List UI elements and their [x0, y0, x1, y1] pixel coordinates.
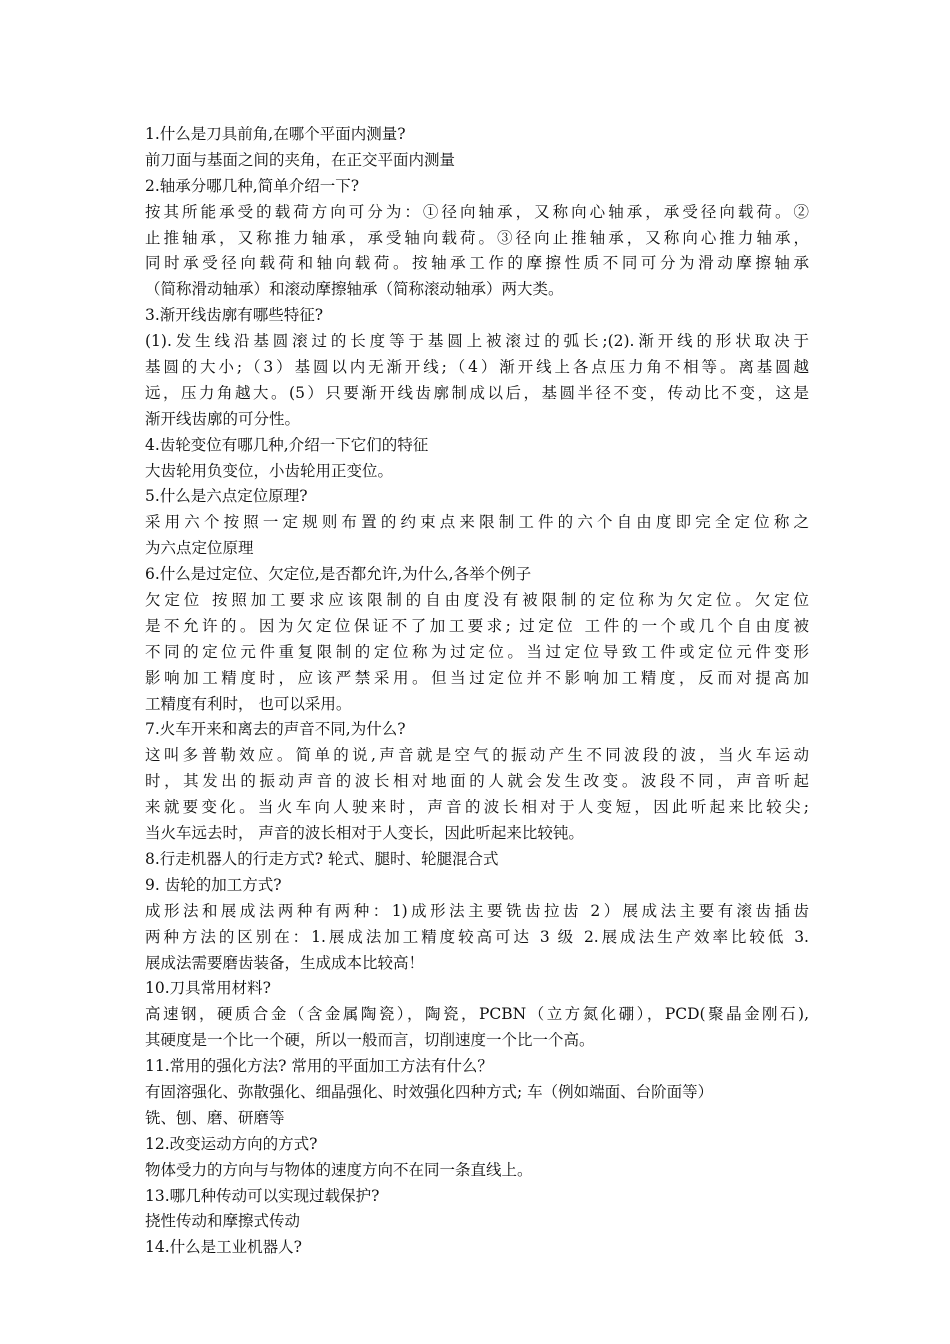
answer-line: 为六点定位原理: [145, 539, 254, 558]
answer-line: (1).发生线沿基圆滚过的长度等于基圆上被滚过的弧长;(2).渐开线的形状取决于: [145, 332, 809, 351]
answer-line: 渐开线齿廓的可分性。: [145, 409, 301, 428]
question-line: 2.轴承分哪几种,简单介绍一下?: [145, 176, 360, 195]
answer-line: 前刀面与基面之间的夹角，在正交平面内测量: [145, 150, 456, 169]
answer-line: 是不允许的。因为欠定位保证不了加工要求; 过定位 工件的一个或几个自由度被: [145, 616, 809, 635]
answer-line: 影响加工精度时，应该严禁采用。但当过定位并不影响加工精度，反而对提高加: [145, 668, 809, 687]
question-line: 14.什么是工业机器人?: [145, 1238, 302, 1257]
answer-line: 采用六个按照一定规则布置的约束点来限制工件的六个自由度即完全定位称之: [145, 513, 809, 532]
answer-line: 物体受力的方向与与物体的速度方向不在同一条直线上。: [145, 1160, 533, 1179]
answer-line: 展成法需要磨齿装备，生成成本比较高！: [145, 953, 425, 972]
answer-line: 成形法和展成法两种有两种：1)成形法主要铣齿拉齿 2）展成法主要有滚齿插齿: [145, 901, 809, 920]
answer-line: 当火车远去时， 声音的波长相对于人变长，因此听起来比较钝。: [145, 824, 584, 843]
question-line: 11.常用的强化方法? 常用的平面加工方法有什么？: [145, 1057, 493, 1076]
answer-line: 时，其发出的振动声音的波长相对地面的人就会发生改变。波段不同，声音听起: [145, 772, 809, 791]
answer-line: 其硬度是一个比一个硬，所以一般而言，切削速度一个比一个高。: [145, 1031, 595, 1050]
question-line: 7.火车开来和离去的声音不同,为什么?: [145, 720, 406, 739]
question-line: 8.行走机器人的行走方式? 轮式、腿时、轮腿混合式: [145, 849, 499, 868]
question-line: 4.齿轮变位有哪几种,介绍一下它们的特征: [145, 435, 429, 454]
answer-line: 止推轴承，又称推力轴承，承受轴向载荷。③径向止推轴承，又称向心推力轴承，: [145, 228, 809, 247]
question-line: 12.改变运动方向的方式?: [145, 1134, 318, 1153]
answer-line: 有固溶强化、弥散强化、细晶强化、时效强化四种方式; 车（例如端面、台阶面等）: [145, 1082, 714, 1101]
answer-line: 高速钢，硬质合金（含金属陶瓷），陶瓷，PCBN（立方氮化硼），PCD(聚晶金刚石),: [145, 1005, 809, 1024]
question-line: 3.渐开线齿廓有哪些特征?: [145, 306, 324, 325]
answer-line: （简称滑动轴承）和滚动摩擦轴承（简称滚动轴承）两大类。: [145, 280, 564, 299]
answer-line: 挠性传动和摩擦式传动: [145, 1212, 301, 1231]
answer-line: 大齿轮用负变位，小齿轮用正变位。: [145, 461, 394, 480]
question-line: 1.什么是刀具前角,在哪个平面内测量?: [145, 125, 406, 143]
question-line: 9. 齿轮的加工方式?: [145, 875, 282, 894]
document-body: [145, 122, 809, 1261]
answer-line: 来就要变化。当火车向人驶来时，声音的波长相对于人变短，因此听起来比较尖;: [145, 798, 809, 817]
question-line: 13.哪几种传动可以实现过载保护?: [145, 1186, 380, 1205]
answer-line: 铣、刨、磨、研磨等: [145, 1108, 285, 1127]
question-line: 6.什么是过定位、欠定位,是否都允许,为什么,各举个例子: [145, 565, 532, 584]
question-line: 5.什么是六点定位原理?: [145, 487, 308, 506]
question-line: 10.刀具常用材料?: [145, 979, 271, 998]
answer-line: 远，压力角越大。(5）只要渐开线齿廓制成以后，基圆半径不变，传动比不变，这是: [145, 383, 809, 402]
answer-line: 欠定位 按照加工要求应该限制的自由度没有被限制的定位称为欠定位。欠定位: [145, 591, 809, 610]
answer-line: 同时承受径向载荷和轴向载荷。按轴承工作的摩擦性质不同可分为滑动摩擦轴承: [145, 254, 809, 273]
answer-line: 按其所能承受的载荷方向可分为：①径向轴承，又称向心轴承，承受径向载荷。②: [145, 202, 809, 221]
answer-line: 不同的定位元件重复限制的定位称为过定位。当过定位导致工件或定位元件变形: [145, 642, 809, 661]
answer-line: 这叫多普勒效应。简单的说,声音就是空气的振动产生不同波段的波，当火车运动: [145, 746, 809, 765]
answer-line: 工精度有利时， 也可以采用。: [145, 694, 352, 713]
answer-line: 两种方法的区别在：1.展成法加工精度较高可达 3 级 2.展成法生产效率比较低 3.: [145, 927, 809, 946]
answer-line: 基圆的大小;（3）基圆以内无渐开线;（4）渐开线上各点压力角不相等。离基圆越: [145, 358, 809, 377]
